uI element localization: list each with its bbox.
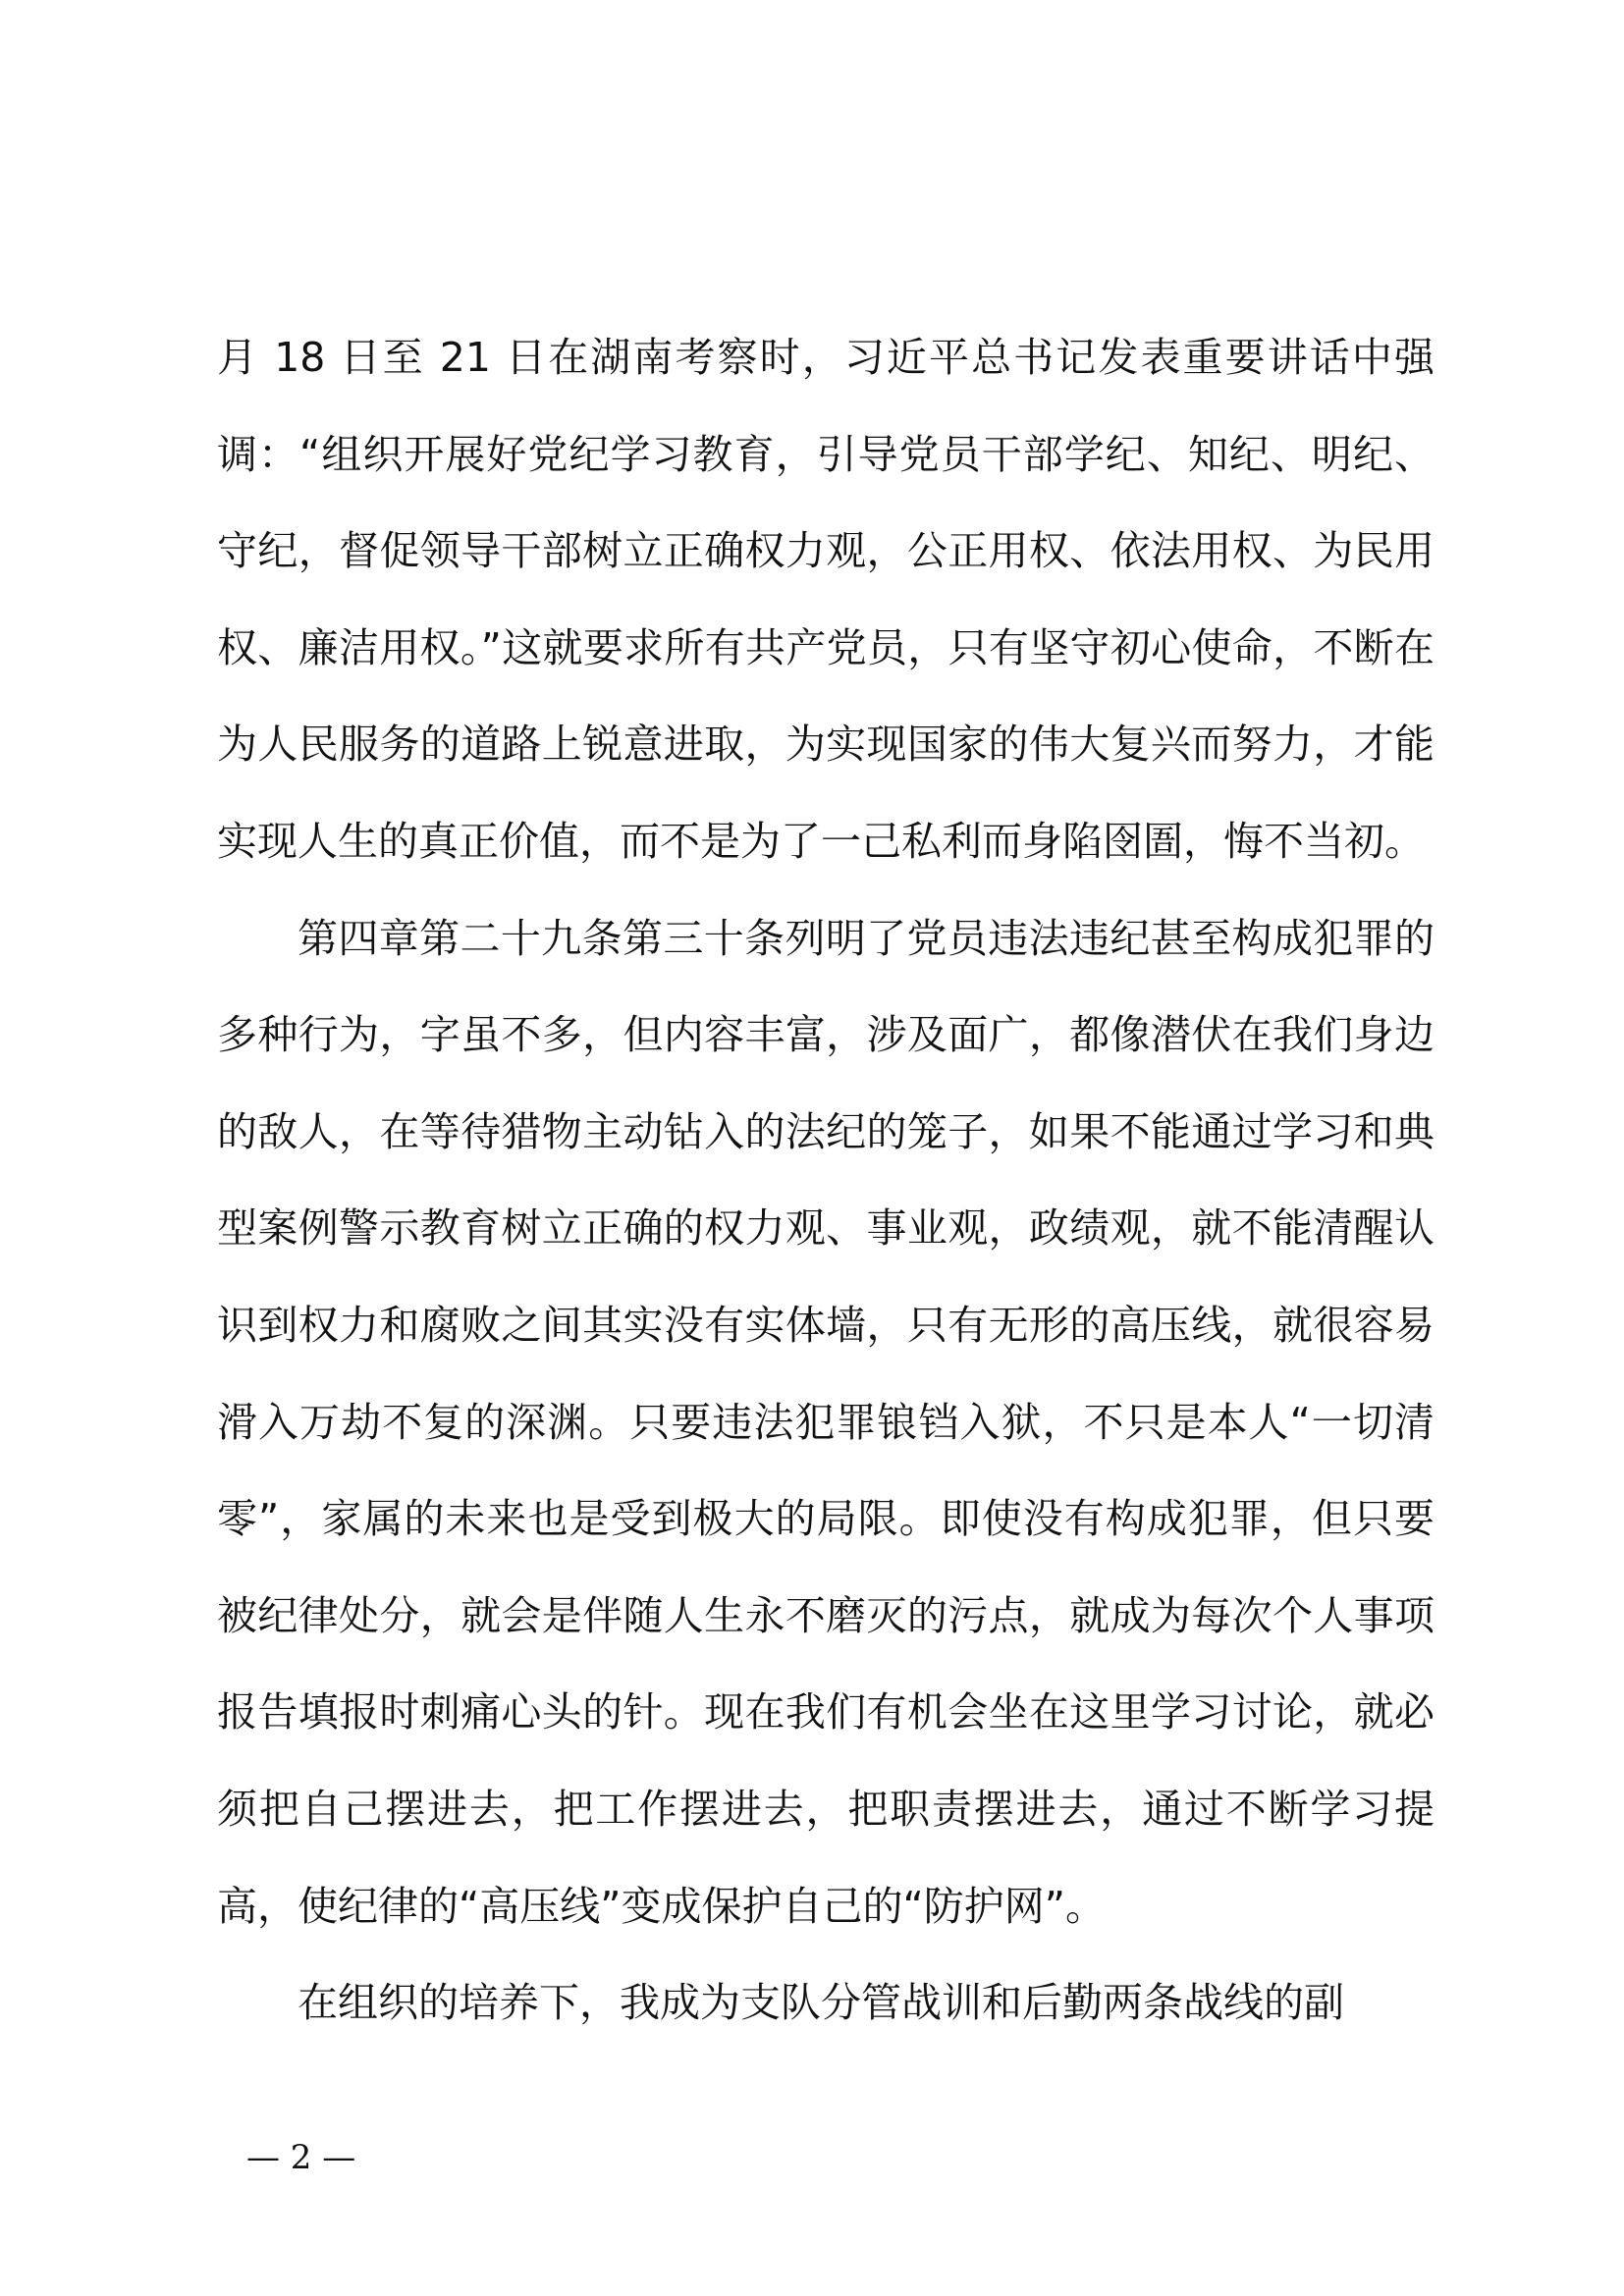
paragraph-3: 在组织的培养下，我成为支队分管战训和后勤两条战线的副	[298, 1979, 1344, 2027]
paragraph-2: 第四章第二十九条第三十条列明了党员违法违纪甚至构成犯罪的多种行为，字虽不多，但内容丰富，涉及面广，都像潜伏在我们身边的敌人，在等待猎物主动钻入的法纪的笼子，如果不能通过学习和典型案例警示教育树立正确的权力观、事业观，政绩观，就不能清醒认识到权力和腐败之间其实没有实体墙，只有无形的高压线，就很容易滑入万劫不复的深渊。只要违法犯罪锒铛入狱，不只是本人“一切清零”，家属的未来也是受到极大的局限。即使没有构成犯罪，但只要被纪律处分，就会是伴随人生永不磨灭的污点，就成为每次个人事项报告填报时刺痛心头的针。现在我们有机会坐在这里学习讨论，就必须把自己摆进去，把工作摆进去，把职责摆进去，通过不断学习提高，使纪律的“高压线”变成保护自己的“防护网”。	[217, 914, 1435, 1930]
paragraph-1: 月 18 日至 21 日在湖南考察时，习近平总书记发表重要讲话中强调：“组织开展好党纪学习教育，引导党员干部学纪、知纪、明纪、守纪，督促领导干部树立正确权力观，公正用权、依法用权、为民用权、廉洁用权。”这就要求所有共产党员，只有坚守初心使命，不断在为人民服务的道路上锐意进取，为实现国家的伟大复兴而努力，才能实现人生的真正价值，而不是为了一己私利而身陷囹圄，悔不当初。	[217, 334, 1435, 865]
document-body	[217, 309, 1435, 2052]
page-number: — 2 —	[246, 2138, 356, 2177]
